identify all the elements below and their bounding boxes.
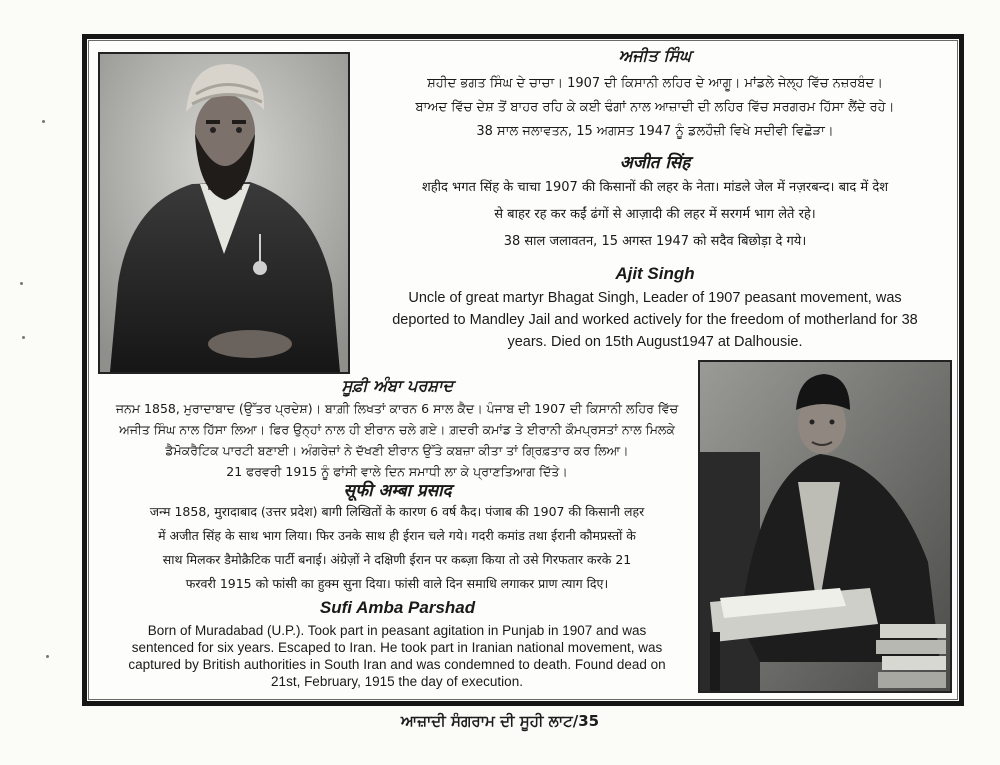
text-line: captured by British authorities in South Iran and was condemned to death. Found dead on (128, 657, 666, 672)
text-line: 38 ਸਾਲ ਜਲਾਵਤਨ, 15 ਅਗਸਤ 1947 ਨੂੰ ਡਲਹੌਜ਼ੀ ਵਿਖੇ ਸਦੀਵੀ ਵਿਛੋੜਾ। (476, 124, 834, 139)
sufi-amba-parshad-english-title: Sufi Amba Parshad (319, 598, 476, 617)
sufi-amba-parshad-portrait (698, 360, 952, 693)
text-line: से बाहर रह कर कईं ढंगों से आज़ादी की लहर में सरगर्म भाग लेते रहे। (494, 207, 816, 222)
sufi-amba-parshad-english-text (96, 622, 698, 690)
sufi-amba-parshad-punjabi-text (96, 398, 698, 482)
ajit-singh-english-title: Ajit Singh (615, 264, 695, 283)
text-line: ਸ਼ਹੀਦ ਭਗਤ ਸਿੰਘ ਦੇ ਚਾਚਾ। 1907 ਦੀ ਕਿਸਾਨੀ ਲਹਿਰ ਦੇ ਆਗੂ। ਮਾਂਡਲੇ ਜੇਲ੍ਹ ਵਿੱਚ ਨਜ਼ਰਬੰਦ। (427, 76, 883, 91)
text-line: 21st, February, 1915 the day of execution. (271, 674, 523, 689)
text-line: में अजीत सिंह के साथ भाग लिया। फिर उनके साथ ही ईरान चले गये। गदरी कमांड तथा ईरानी कौमप्रस्तों के (158, 528, 636, 543)
ajit-singh-hindi-title: अजीत सिंह (619, 153, 691, 173)
text-line: फरवरी 1915 को फांसी का हुक्म सुना दिया। फांसी वाले दिन समाधि लगाकर प्राण त्याग दिए। (185, 576, 609, 591)
ajit-singh-hindi-text (352, 174, 958, 255)
ajit-singh-punjabi-text (360, 72, 950, 144)
text-line: sentenced for six years. Escaped to Iran. He took part in Iranian national movement, was (131, 640, 663, 655)
sufi-amba-parshad-hindi-text (96, 500, 698, 596)
text-line: ਡੈਮੋਕਰੈਟਿਕ ਪਾਰਟੀ ਬਣਾਈ। ਅੰਗਰੇਜ਼ਾਂ ਨੇ ਦੱਖਣੀ ਈਰਾਨ ਉੱਤੇ ਕਬਜ਼ਾ ਕੀਤਾ ਤਾਂ ਗ੍ਰਿਫ਼ਤਾਰ ਕਰ ਲਿਆ। (165, 443, 629, 458)
scan-speck (42, 120, 45, 123)
text-line: 38 साल जलावतन, 15 अगस्त 1947 को सदैव बिछोड़ा दे गये। (503, 234, 807, 249)
page-footer: ਆਜ਼ਾਦੀ ਸੰਗਰਾਮ ਦੀ ਸੂਹੀ ਲਾਟ/35 (400, 712, 600, 730)
scan-speck (22, 336, 25, 339)
text-line: deported to Mandley Jail and worked actively for the freedom of motherland for 38 (392, 312, 918, 328)
text-line: ਜਨਮ 1858, ਮੁਰਾਦਾਬਾਦ (ਉੱਤਰ ਪ੍ਰਦੇਸ਼)। ਬਾਗ਼ੀ ਲਿਖਤਾਂ ਕਾਰਨ 6 ਸਾਲ ਕੈਦ। ਪੰਜਾਬ ਦੀ 1907 ਦੀ ਕਿਸਾਨੀ ਲਹਿਰ ਵਿੱਚ (115, 401, 679, 416)
text-line: ਬਾਅਦ ਵਿੱਚ ਦੇਸ਼ ਤੋਂ ਬਾਹਰ ਰਹਿ ਕੇ ਕਈ ਢੰਗਾਂ ਨਾਲ ਆਜ਼ਾਦੀ ਦੀ ਲਹਿਰ ਵਿੱਚ ਸਰਗਰਮ ਹਿੱਸਾ ਲੈਂਦੇ ਰਹੇ। (415, 100, 895, 115)
sufi-amba-parshad-hindi-title: सूफी अम्बा प्रसाद (343, 481, 452, 501)
text-line: years. Died on 15th August1947 at Dalhousie. (507, 334, 803, 350)
ajit-singh-punjabi-title: ਅਜੀਤ ਸਿੰਘ (618, 46, 692, 65)
ajit-singh-portrait (98, 52, 350, 374)
text-line: ਅਜੀਤ ਸਿੰਘ ਨਾਲ ਹਿੱਸਾ ਲਿਆ। ਫਿਰ ਉਨ੍ਹਾਂ ਨਾਲ ਹੀ ਈਰਾਨ ਚਲੇ ਗਏ। ਗ਼ਦਰੀ ਕਮਾਂਡ ਤੇ ਈਰਾਨੀ ਕੌਮਪ੍ਰਸਤਾਂ ਨਾਲ ਮਿਲਕੇ (119, 422, 675, 437)
text-line: जन्म 1858, मुरादाबाद (उत्तर प्रदेश) बागी लिखितों के कारण 6 वर्ष कैद। पंजाब की 1907 की किसानी लहर (149, 504, 645, 519)
ajit-singh-english-text (352, 287, 958, 353)
text-line: 21 ਫਰਵਰੀ 1915 ਨੂੰ ਫਾਂਸੀ ਵਾਲੇ ਦਿਨ ਸਮਾਧੀ ਲਾ ਕੇ ਪ੍ਰਾਣਤਿਆਗ ਦਿੱਤੇ। (226, 464, 568, 479)
scan-speck (20, 282, 23, 285)
text-line: Born of Muradabad (U.P.). Took part in peasant agitation in Punjab in 1907 and was (147, 623, 647, 638)
sufi-amba-parshad-punjabi-title: ਸੂਫ਼ੀ ਅੰਬਾ ਪਰਸ਼ਾਦ (341, 376, 454, 395)
text-line: Uncle of great martyr Bhagat Singh, Leader of 1907 peasant movement, was (408, 290, 902, 306)
text-line: शहीद भगत सिंह के चाचा 1907 की किसानों की लहर के नेता। मांडले जेल में नज़रबन्द। बाद में देश (421, 180, 889, 195)
scan-speck (46, 655, 49, 658)
text-line: साथ मिलकर डैमोक्रैटिक पार्टी बनाई। अंग्रेज़ों ने दक्षिणी ईरान पर कब्ज़ा किया तो उसे गिरफतार करके 21 (162, 552, 632, 567)
